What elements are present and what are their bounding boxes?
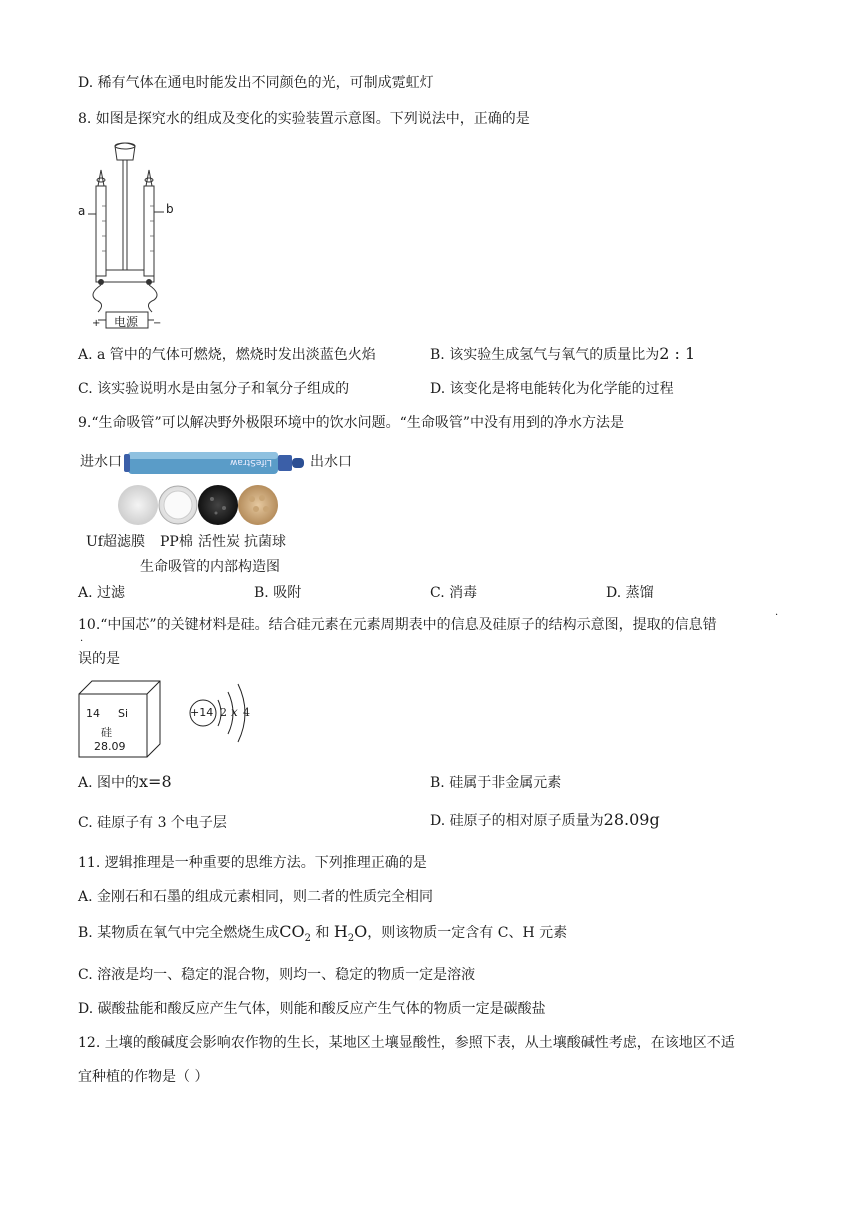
q8-option-a: A. a 管中的气体可燃烧，燃烧时发出淡蓝色火焰 — [78, 347, 376, 363]
q12-stem-line1: 12. 土壤的酸碱度会影响农作物的生长，某地区土壤显酸性，参照下表，从土壤酸碱性考虑，在该地区不适 — [78, 1035, 735, 1051]
shell-1-electrons: 2 — [220, 706, 227, 719]
q7-option-d: D. 稀有气体在通电时能发出不同颜色的光，可制成霓虹灯 — [78, 75, 434, 91]
part-activated-carbon: 活性炭 — [198, 534, 240, 550]
filter-materials — [114, 484, 284, 526]
plus-sign: + — [92, 318, 101, 329]
q10-option-b: B. 硅属于非金属元素 — [430, 775, 562, 791]
q9-stem: 9.“生命吸管”可以解决野外极限环境中的饮水问题。“生命吸管”中没有用到的净水方法是 — [78, 415, 624, 431]
q8-option-b: B. 该实验生成氢气与氧气的质量比为2 : 1 — [430, 344, 696, 363]
part-uf-membrane: Uf超滤膜 — [86, 534, 145, 550]
q10-stem-line1: 10.“中国芯”的关键材料是硅。结合硅元素在元素周期表中的信息及硅原子的结构示意图，提取的信息错 — [78, 617, 717, 633]
q11-option-a: A. 金刚石和石墨的组成元素相同，则二者的性质完全相同 — [78, 889, 434, 905]
part-antibacterial-ball: 抗菌球 — [244, 534, 286, 550]
q8-stem: 8. 如图是探究水的组成及变化的实验装置示意图。下列说法中，正确的是 — [78, 111, 530, 127]
figure-caption: 生命吸管的内部构造图 — [140, 559, 280, 575]
q11-option-d: D. 碳酸盐能和酸反应产生气体，则能和酸反应产生气体的物质一定是碳酸盐 — [78, 1001, 546, 1017]
q10-stem-line2: 误的是 — [78, 651, 120, 667]
q11-stem: 11. 逻辑推理是一种重要的思维方法。下列推理正确的是 — [78, 855, 427, 871]
q8-option-c: C. 该实验说明水是由氢分子和氧分子组成的 — [78, 381, 350, 397]
atomic-mass: 28.09 — [94, 740, 126, 753]
shell-3-electrons: 4 — [243, 706, 250, 719]
tube-a-label: a — [78, 204, 86, 218]
element-symbol: Si — [118, 707, 129, 720]
nucleus-charge: +14 — [190, 706, 214, 719]
atomic-number: 14 — [86, 707, 100, 720]
q9-option-a: A. 过滤 — [78, 585, 126, 601]
brand-text: LifeStraw — [230, 457, 273, 467]
outlet-label: 出水口 — [310, 454, 352, 470]
q9-option-b: B. 吸附 — [254, 585, 302, 601]
q9-option-d: D. 蒸馏 — [606, 585, 654, 601]
minus-sign: − — [153, 318, 162, 329]
lifestraw-tube — [124, 446, 310, 480]
inlet-label: 进水口 — [80, 454, 122, 470]
part-pp-cotton: PP棉 — [160, 534, 193, 550]
shell-2-electrons: x — [231, 705, 238, 719]
q11-option-b: B. 某物质在氧气中完全燃烧生成$CO_2$ 和 $H_2O$，则该物质一定含有 C、H 元素 — [78, 922, 568, 944]
q12-stem-line2: 宜种植的作物是（ ） — [78, 1069, 209, 1085]
electrolysis-apparatus — [78, 136, 188, 336]
q9-option-c: C. 消毒 — [430, 585, 478, 601]
emphasis-dot: · — [775, 610, 779, 621]
q11-option-c: C. 溶液是均一、稳定的混合物，则均一、稳定的物质一定是溶液 — [78, 967, 476, 983]
tube-b-label: b — [166, 202, 174, 216]
element-name: 硅 — [101, 726, 112, 739]
q8-option-d: D. 该变化是将电能转化为化学能的过程 — [430, 381, 674, 397]
q10-option-d: D. 硅原子的相对原子质量为28.09g — [430, 810, 660, 829]
q10-option-a: A. 图中的x=8 — [78, 772, 172, 791]
q10-option-c: C. 硅原子有 3 个电子层 — [78, 815, 227, 831]
emphasis-dot: · — [80, 636, 84, 647]
power-source-label: 电源 — [114, 315, 139, 329]
